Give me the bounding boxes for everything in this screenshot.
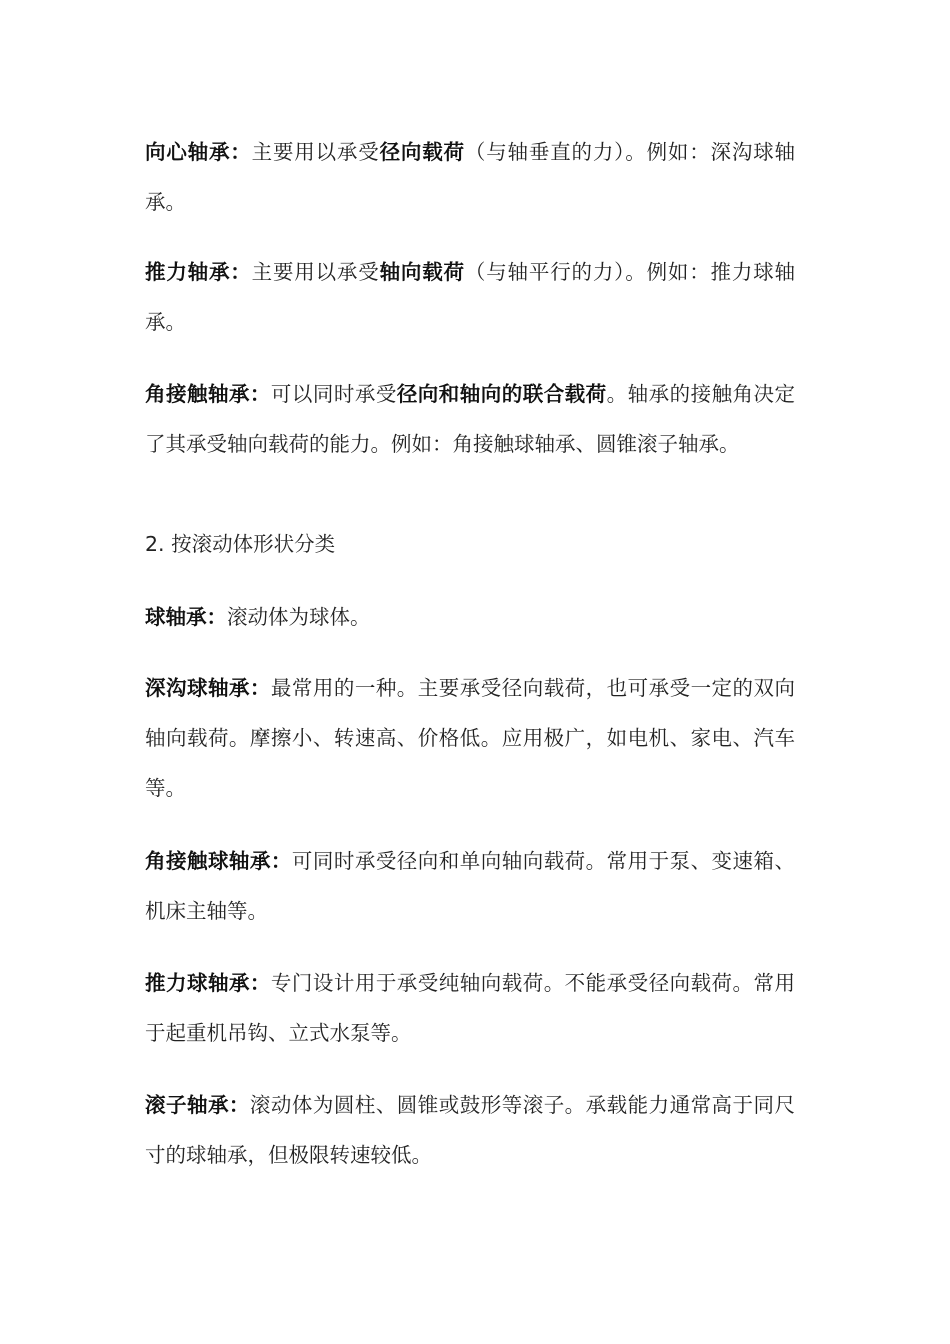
angular-contact-pre: 可以同时承受 xyxy=(270,382,397,406)
term-angular-contact-ball-bearing: 角接触球轴承： xyxy=(145,849,292,873)
deep-groove-text: 最常用的一种。主要承受径向载荷，也可承受一定的双向轴向载荷。摩擦小、转速高、价格低。应用极广，如电机、家电、汽车等。 xyxy=(145,676,796,800)
thrust-bearing-pre: 主要用以承受 xyxy=(251,260,380,284)
ball-bearing-text: 滚动体为球体。 xyxy=(227,605,371,629)
term-thrust-bearing: 推力轴承： xyxy=(145,260,252,284)
radial-load-emphasis: 径向载荷 xyxy=(379,140,465,164)
axial-load-emphasis: 轴向载荷 xyxy=(379,260,465,284)
thrust-ball-text: 专门设计用于承受纯轴向载荷。不能承受径向载荷。常用于起重机吊钩、立式水泵等。 xyxy=(145,971,796,1045)
term-thrust-ball-bearing: 推力球轴承： xyxy=(145,971,271,995)
paragraph-thrust-ball-bearing xyxy=(145,958,795,1058)
combined-load-emphasis: 径向和轴向的联合载荷 xyxy=(396,382,607,406)
paragraph-radial-bearing xyxy=(145,127,795,227)
thrust-bearing-post: （与轴平行的力）。例如：推力球轴承。 xyxy=(145,260,796,334)
roller-bearing-text: 滚动体为圆柱、圆锥或鼓形等滚子。承载能力通常高于同尺寸的球轴承，但极限转速较低。 xyxy=(145,1093,796,1167)
section-heading-rolling-element-shape: 2. 按滚动体形状分类 xyxy=(145,532,336,556)
term-ball-bearing: 球轴承： xyxy=(145,605,227,629)
paragraph-angular-contact-bearing xyxy=(145,369,795,469)
term-radial-bearing: 向心轴承： xyxy=(145,140,252,164)
angular-contact-post: 。轴承的接触角决定了其承受轴向载荷的能力。例如：角接触球轴承、圆锥滚子轴承。 xyxy=(145,382,796,456)
radial-bearing-pre: 主要用以承受 xyxy=(251,140,380,164)
term-angular-contact-bearing: 角接触轴承： xyxy=(145,382,271,406)
paragraph-thrust-bearing xyxy=(145,247,795,347)
radial-bearing-post: （与轴垂直的力）。例如：深沟球轴承。 xyxy=(145,140,796,214)
paragraph-deep-groove-ball-bearing xyxy=(145,663,795,813)
paragraph-roller-bearing xyxy=(145,1080,795,1180)
paragraph-angular-contact-ball-bearing xyxy=(145,836,795,936)
angular-contact-ball-text: 可同时承受径向和单向轴向载荷。常用于泵、变速箱、机床主轴等。 xyxy=(145,849,796,923)
paragraph-ball-bearing xyxy=(145,592,795,642)
term-roller-bearing: 滚子轴承： xyxy=(145,1093,250,1117)
term-deep-groove-ball-bearing: 深沟球轴承： xyxy=(145,676,271,700)
